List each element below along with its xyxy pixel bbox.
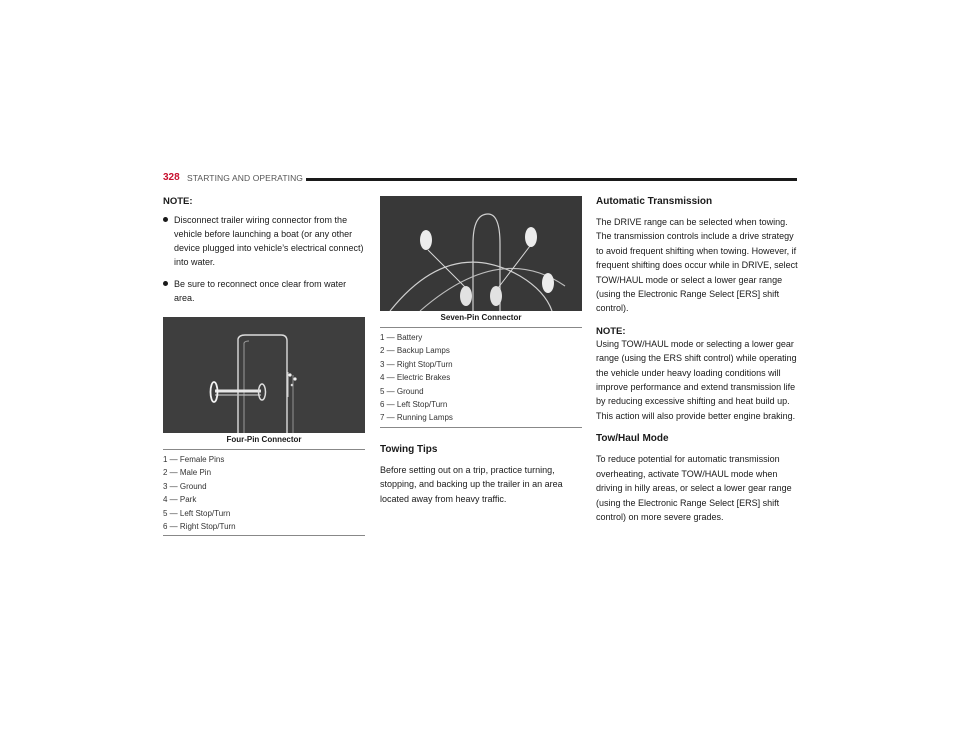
page-header (163, 172, 797, 186)
bullet-dot-icon (163, 217, 168, 222)
four-pin-caption: Four-Pin Connector (226, 435, 302, 444)
automatic-transmission-text: The DRIVE range can be selected when towing. The transmission controls include a drive strategy to avoid frequent shifting when towing. However, if frequent shifting does occur while in DRIVE, select TOW/HAUL mode or select a lower gear range (using the Electronic Range Select [ERS] shift control). (596, 217, 798, 314)
note-text: Using TOW/HAUL mode or selecting a lower gear range (using the ERS shift control) while operating the vehicle under heavy loading conditions will improve performance and extend transmission life by reducing excessive shifting and heat build up. This action will also provide better engine braking. (596, 338, 797, 421)
bullet-text: Be sure to reconnect once clear from water area. (174, 279, 347, 303)
seven-pin-legend (380, 327, 582, 428)
towing-tips-heading: Towing Tips (380, 443, 438, 455)
four-pin-connector-image (163, 317, 365, 433)
seven-pin-connector-image (380, 196, 582, 311)
legend-item: 1 — Female Pins (163, 455, 225, 464)
four-pin-legend (163, 449, 365, 536)
bullet-item (163, 213, 365, 269)
legend-item: 4 — Electric Brakes (380, 373, 451, 383)
legend-item: 2 — Male Pin (163, 468, 212, 478)
bullet-text: Disconnect trailer wiring connector from the vehicle before launching a boat (or any other device plugged into vehicle’s electrical connect) into water. (174, 215, 364, 267)
tow-haul-text: To reduce potential for automatic transmission overheating, activate TOW/HAUL mode when driving in hilly areas, or select a lower gear range (using the Electronic Range Select [ERS] shift control) on more severe grades. (596, 454, 792, 522)
legend-item: 1 — Battery (380, 333, 423, 342)
bullet-dot-icon (163, 281, 168, 286)
tow-haul-heading: Tow/Haul Mode (596, 433, 669, 445)
legend-item: 5 — Ground (380, 386, 424, 396)
column-2 (380, 196, 582, 506)
towing-tips-text: Before setting out on a trip, practice turning, stopping, and backing up the trailer in an area located away from heavy traffic. (380, 464, 563, 504)
legend-item: 4 — Park (163, 495, 197, 505)
legend-item: 5 — Left Stop/Turn (163, 508, 231, 518)
note-label: NOTE: (163, 196, 193, 207)
legend-item: 7 — Running Lamps (380, 413, 453, 423)
header-rule (306, 178, 797, 181)
note-label: NOTE: (596, 325, 626, 337)
column-3 (596, 196, 798, 524)
automatic-transmission-heading: Automatic Transmission (596, 196, 713, 207)
legend-item: 3 — Right Stop/Turn (380, 359, 453, 369)
seven-pin-caption: Seven-Pin Connector (440, 313, 522, 322)
legend-item: 6 — Right Stop/Turn (163, 522, 236, 532)
bullet-item (163, 277, 365, 305)
column-1 (163, 196, 365, 536)
legend-item: 6 — Left Stop/Turn (380, 400, 448, 410)
note-bullets (163, 213, 365, 305)
section-title: STARTING AND OPERATING (187, 173, 304, 183)
legend-item: 3 — Ground (163, 481, 207, 491)
page-number: 328 (163, 172, 180, 183)
legend-item: 2 — Backup Lamps (380, 346, 450, 356)
